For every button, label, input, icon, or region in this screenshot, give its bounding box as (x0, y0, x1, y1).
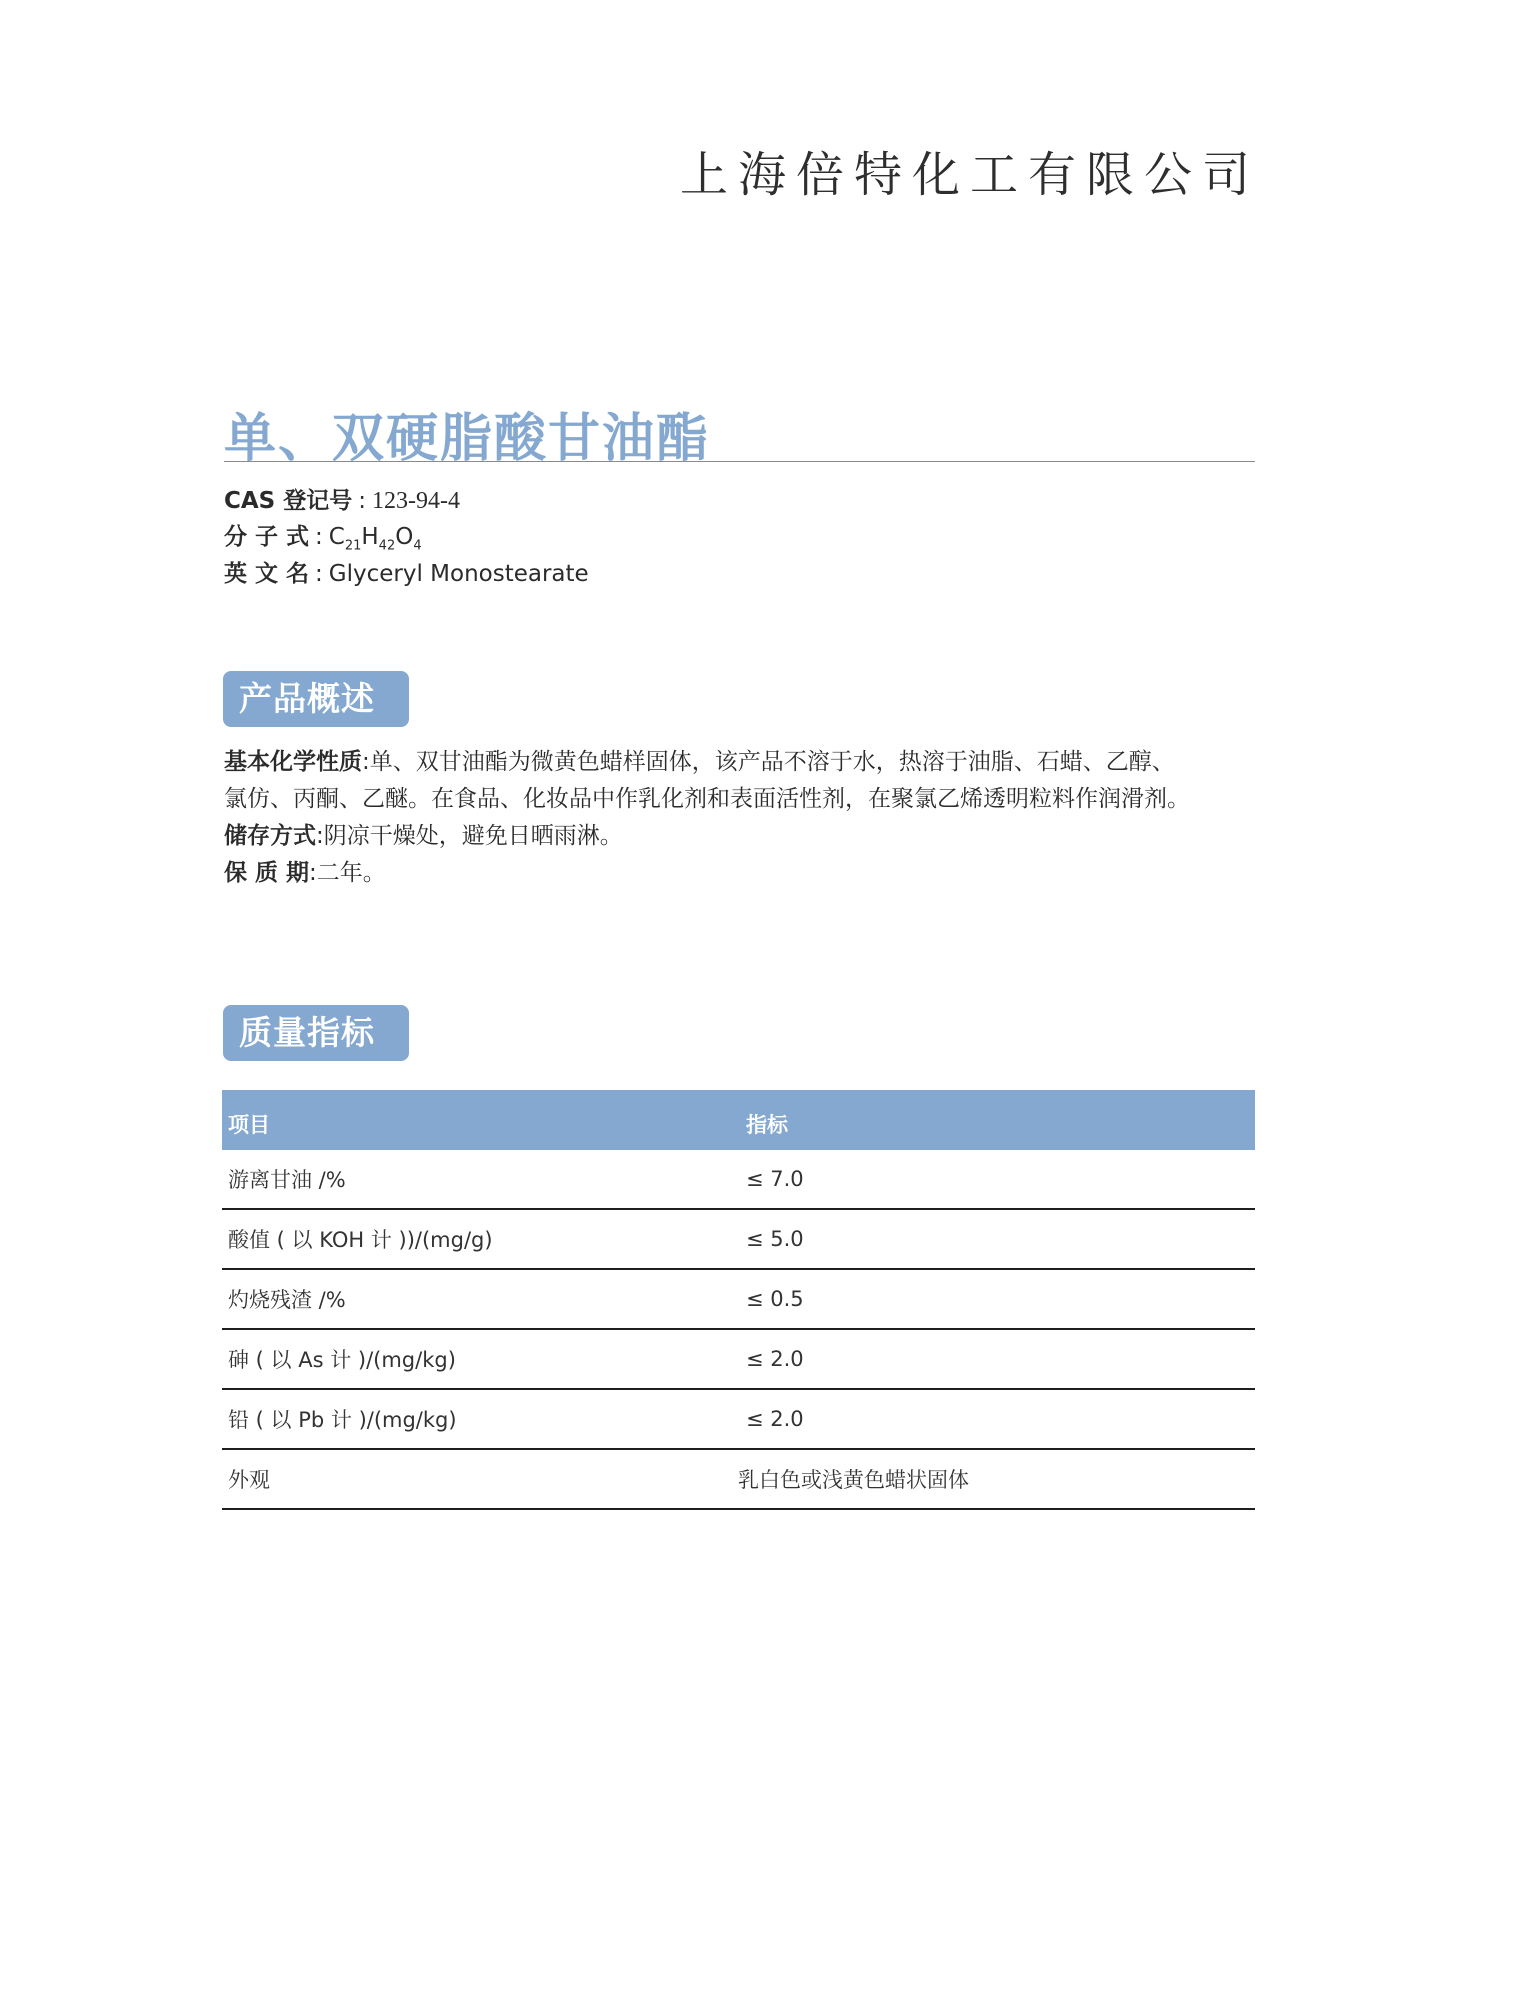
shelf-label: 保 质 期 (224, 860, 310, 886)
properties-text-1: 单、双甘油酯为微黄色蜡样固体，该产品不溶于水，热溶于油脂、石蜡、乙醇、 (369, 749, 1175, 775)
table-row (222, 1329, 1255, 1389)
table-row (222, 1209, 1255, 1269)
row-item: 酸值 ( 以 KOH 计 ))/(mg/g) (222, 1209, 732, 1269)
formula-c: C (328, 524, 345, 550)
row-spec: ≤ 2.0 (732, 1389, 1255, 1449)
formula-o-sub: 4 (413, 538, 422, 554)
row-item: 游离甘油 /% (222, 1150, 732, 1209)
formula-h-sub: 42 (378, 538, 396, 554)
table-header-row (222, 1090, 1255, 1150)
quality-spec-table (222, 1090, 1255, 1510)
english-label: 英 文 名 (224, 561, 310, 587)
overview-paragraph (224, 744, 1264, 892)
column-header-item: 项目 (222, 1090, 732, 1150)
table-row (222, 1269, 1255, 1329)
storage-label: 储存方式 (224, 823, 316, 849)
row-spec: ≤ 5.0 (732, 1209, 1255, 1269)
properties-label: 基本化学性质 (224, 749, 362, 775)
product-title: 单、双硬脂酸甘油酯 (224, 409, 711, 469)
shelf-separator: : (309, 860, 317, 886)
row-spec: ≤ 2.0 (732, 1329, 1255, 1389)
table-row (222, 1150, 1255, 1209)
formula-value (328, 524, 422, 554)
english-name-row (224, 555, 589, 588)
formula-o: O (395, 524, 414, 550)
english-value: Glyceryl Monostearate (328, 561, 589, 587)
title-divider (224, 461, 1255, 462)
cas-row (224, 482, 460, 515)
formula-row (224, 518, 422, 554)
formula-h: H (361, 524, 379, 550)
storage-line (224, 818, 1264, 855)
properties-separator: : (362, 749, 370, 775)
company-name: 上海倍特化工有限公司 (679, 147, 1260, 203)
cas-label: CAS 登记号 (224, 488, 353, 514)
english-separator: : (315, 561, 323, 587)
formula-separator: : (315, 524, 323, 550)
row-spec: ≤ 7.0 (732, 1150, 1255, 1209)
table-row (222, 1389, 1255, 1449)
row-item: 外观 (222, 1449, 732, 1509)
column-header-spec: 指标 (732, 1090, 1255, 1150)
overview-heading: 产品概述 (223, 671, 409, 727)
properties-line2: 氯仿、丙酮、乙醚。在食品、化妆品中作乳化剂和表面活性剂，在聚氯乙烯透明粒料作润滑剂。 (224, 786, 1190, 812)
row-item: 铅 ( 以 Pb 计 )/(mg/kg) (222, 1389, 732, 1449)
quality-heading: 质量指标 (223, 1005, 409, 1061)
cas-separator: : (358, 488, 367, 514)
properties-line1 (224, 744, 1264, 781)
row-item: 灼烧残渣 /% (222, 1269, 732, 1329)
shelf-value: 二年。 (316, 860, 386, 886)
table-row (222, 1449, 1255, 1509)
storage-separator: : (316, 823, 324, 849)
shelf-life-line (224, 855, 1264, 892)
row-spec: ≤ 0.5 (732, 1269, 1255, 1329)
row-item: 砷 ( 以 As 计 )/(mg/kg) (222, 1329, 732, 1389)
formula-label: 分 子 式 (224, 524, 310, 550)
storage-value: 阴凉干燥处，避免日晒雨淋。 (323, 823, 623, 849)
cas-value: 123-94-4 (372, 488, 460, 514)
row-spec: 乳白色或浅黄色蜡状固体 (732, 1449, 1255, 1509)
formula-c-sub: 21 (344, 538, 362, 554)
